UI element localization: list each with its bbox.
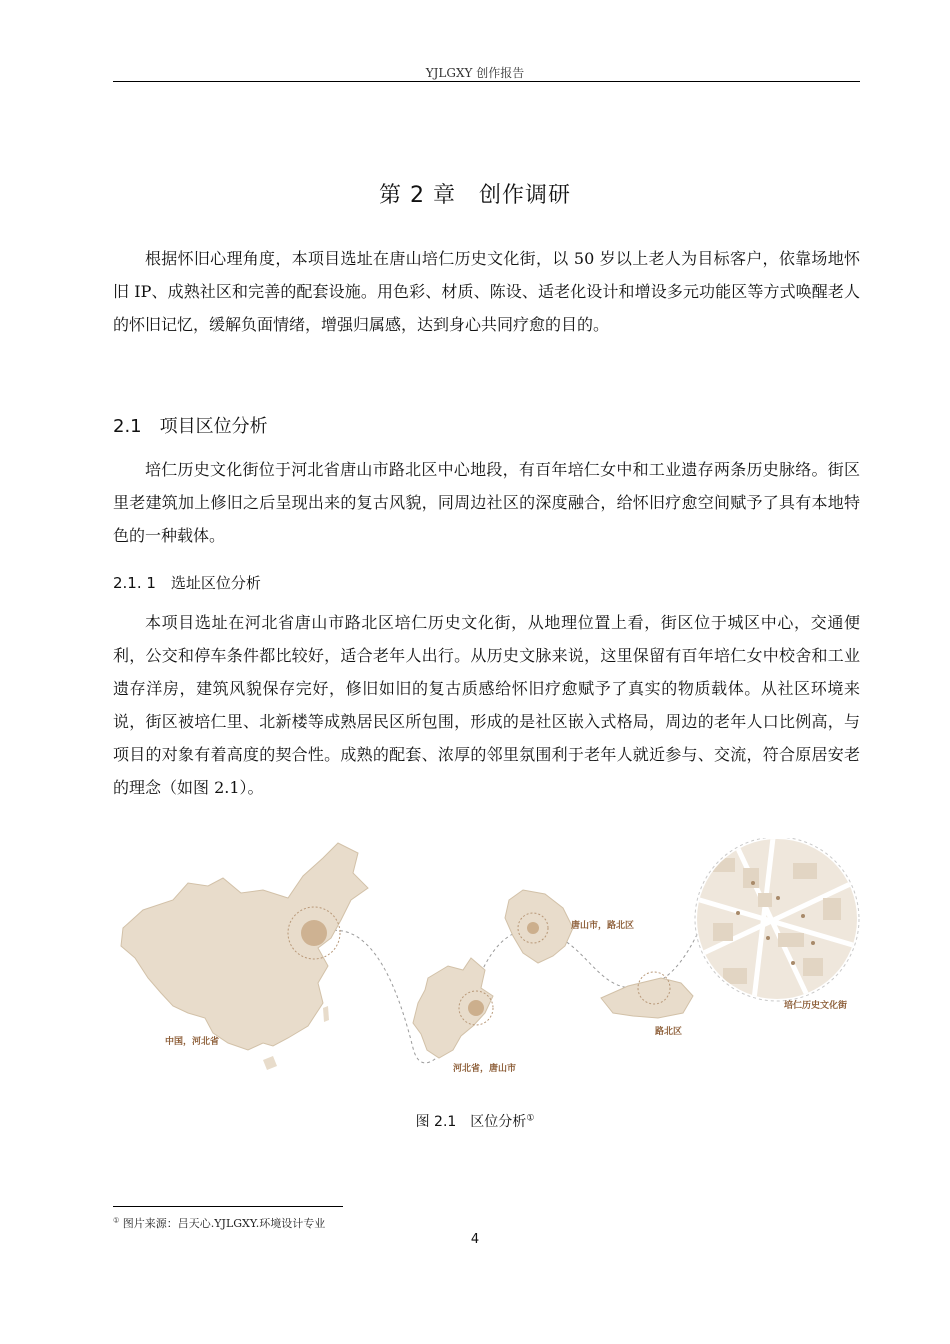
tangshan-highlight — [468, 1000, 484, 1016]
section-heading-2-1-1: 2.1. 1 选址区位分析 — [113, 574, 261, 592]
figure-caption-text: 图 2.1 区位分析 — [415, 1114, 527, 1130]
figure-caption-mark: ① — [526, 1113, 535, 1124]
taiwan-island — [323, 1006, 329, 1022]
street-zoom-map — [693, 838, 860, 1008]
china-map-shape — [121, 843, 368, 1050]
footnote — [113, 1215, 325, 1231]
page-number: 4 — [470, 1232, 480, 1247]
footnote-mark: ① — [113, 1216, 120, 1225]
label-hebei-tangshan: 河北省，唐山市 — [453, 1064, 517, 1074]
chapter-title: 第 2 章 创作调研 — [379, 183, 571, 208]
figure-caption — [0, 1111, 950, 1131]
intro-paragraph: 根据怀旧心理角度，本项目选址在唐山培仁历史文化街，以 50 岁以上老人为目标客户，依靠场地怀旧 IP、成熟社区和完善的配套设施。用色彩、材质、陈设、适老化设计和增设多元功能区等方式唤醒老人的怀旧记忆，缓解负面情绪，增强归属感，达到身心共同疗愈的目的。 — [113, 249, 860, 334]
label-tangshan-lubei: 唐山市，路北区 — [571, 921, 635, 931]
lubei-highlight — [527, 922, 539, 934]
section-2-1-paragraph: 培仁历史文化街位于河北省唐山市路北区中心地段，有百年培仁女中和工业遗存两条历史脉络。街区里老建筑加上修旧之后呈现出来的复古风貌，同周边社区的深度融合，给怀旧疗愈空间赋予了具有本地特色的一种载体。 — [113, 460, 860, 545]
header-rule — [113, 81, 860, 82]
section-heading-2-1: 2.1 项目区位分析 — [113, 416, 268, 437]
footnote-text: 图片来源：吕天心.YJLGXY.环境设计专业 — [122, 1217, 326, 1230]
hainan-island — [263, 1056, 277, 1070]
hebei-highlight — [301, 920, 327, 946]
label-china-hebei: 中国，河北省 — [165, 1037, 220, 1047]
section-2-1-1-paragraph: 本项目选址在河北省唐山市路北区培仁历史文化街，从地理位置上看，街区位于城区中心，交通便利，公交和停车条件都比较好，适合老年人出行。从历史文脉来说，这里保留有百年培仁女中校舍和工业遗存洋房，建筑风貌保存完好，修旧如旧的复古质感给怀旧疗愈赋予了真实的物质载体。从社区环境来说，街区被培仁里、北新楼等成熟居民区所包围，形成的是社区嵌入式格局，周边的老年人口比例高，与项目的对象有着高度的契合性。成熟的配套、浓厚的邻里氛围利于老年人就近参与、交流，符合原居安老的理念（如图 2.1）。 — [113, 613, 860, 797]
tangshan-map-shape — [505, 890, 573, 963]
footnote-rule — [113, 1206, 343, 1207]
label-lubei: 路北区 — [655, 1027, 683, 1037]
label-peiren-street: 培仁历史文化街 — [784, 1001, 848, 1011]
lubei-map-shape — [601, 978, 693, 1018]
running-header: YJLGXY 创作报告 — [425, 66, 525, 80]
location-analysis-figure — [113, 838, 860, 1106]
